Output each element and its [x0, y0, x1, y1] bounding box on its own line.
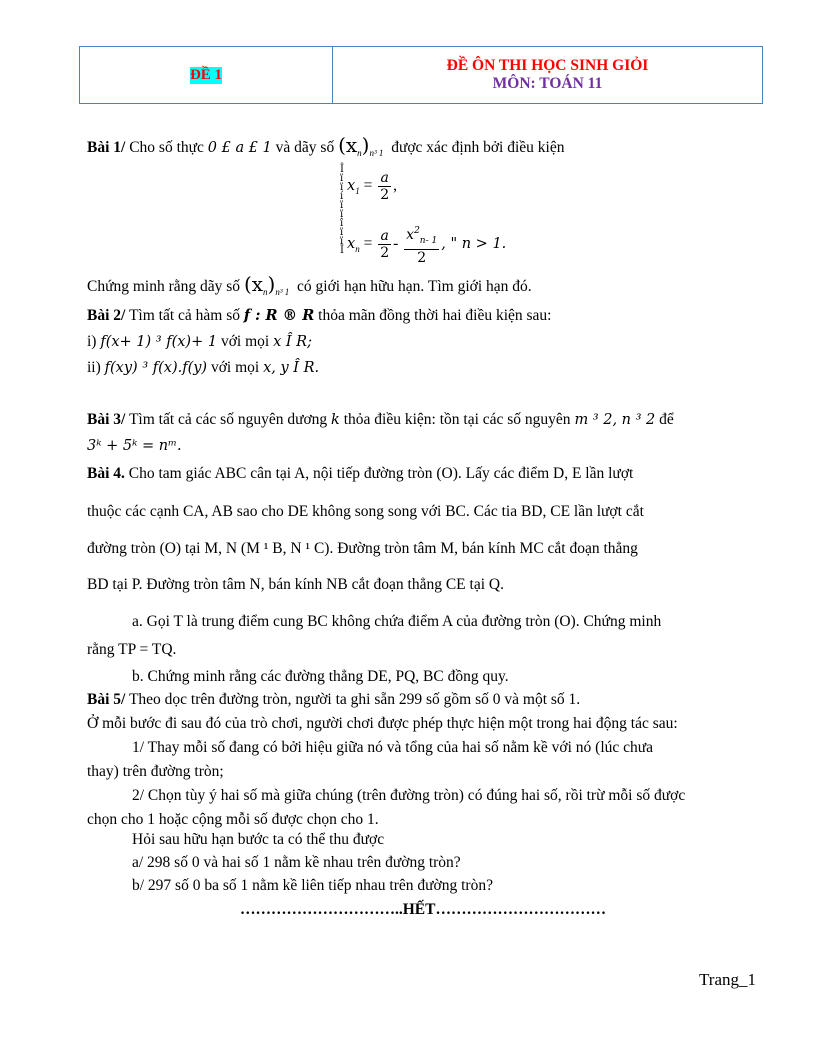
eq2-num2-sup: 2	[414, 226, 420, 236]
bai2-text2: thỏa mãn đồng thời hai điều kiện sau:	[318, 307, 552, 324]
bai1-conc-seq-close: )	[267, 272, 276, 296]
bai3-text: Tìm tất cả các số nguyên dương	[128, 411, 328, 428]
eq1-sub: 1	[355, 186, 360, 197]
bai4-part-a-line2: rằng TP = TQ.	[87, 641, 177, 658]
bai2-function: f : R ® R	[243, 307, 315, 324]
bai5-line3: 1/ Thay mỗi số đang có bởi hiệu giữa nó và tổng của hai số nằm kề với nó (lúc chưa	[132, 739, 654, 756]
eq2-tail: , " n > 1.	[441, 236, 507, 253]
system-brace: Î ï ï í ï ï î ï ï Î	[340, 164, 344, 256]
header-table	[79, 46, 763, 104]
bai1-conc-seq-open: (x	[243, 272, 264, 296]
end-line: …………………………..HẾT……………………………	[240, 901, 606, 918]
bai5-line6: chọn cho 1 hoặc cộng mỗi số được chọn cho 1.	[87, 811, 379, 828]
bai1-seq-index: n³ 1	[369, 148, 384, 158]
bai1-equation-1: $x_1$ = $\frac{a}{2}$ ,	[347, 170, 397, 203]
bai2-i-label: i)	[87, 333, 97, 350]
bai1-conc-seq-sub: n	[263, 287, 268, 297]
bai2-i-expr: f(x+ 1) ³ f(x)+ 1	[100, 334, 218, 350]
eq2-num2-sub: n- 1	[419, 236, 438, 246]
bai1-condition: 0 £ a £ 1	[207, 140, 272, 156]
header-right-cell	[333, 47, 762, 103]
bai2-ii-text: với mọi	[210, 359, 260, 376]
bai1-label: Bài 1/	[87, 139, 126, 156]
bai2-ii-var: x, y Î R.	[263, 360, 320, 376]
bai3-equation: 3ᵏ + 5ᵏ = nᵐ.	[87, 438, 182, 454]
bai2-condition-i	[87, 332, 312, 352]
eq2-sub: n	[355, 244, 360, 255]
bai5-line9: b/ 297 số 0 ba số 1 nằm kề liên tiếp nhau trên đường tròn?	[132, 877, 493, 894]
bai3-line1	[87, 410, 674, 430]
bai4-part-a-line1: a. Gọi T là trung điểm cung BC không chứa điểm A của đường tròn (O). Chứng minh	[132, 613, 662, 630]
exam-number-label: ĐỀ 1	[189, 66, 223, 83]
bai1-equation-2: $x_n$ = $\frac{a}{2}$ - $\frac{x^2_{n- 1}}{2}$ , " n > 1.	[347, 223, 506, 266]
bai1-seq-close: )	[361, 133, 370, 157]
bai1-seq-sub: n	[357, 148, 362, 158]
bai2-ii-label: ii)	[87, 359, 101, 376]
bai5-line1	[87, 690, 580, 710]
bai4-line4: BD tại P. Đường tròn tâm N, bán kính NB cắt đoạn thẳng CE tại Q.	[87, 576, 504, 593]
bai4-line2: thuộc các cạnh CA, AB sao cho DE không song song với BC. Các tia BD, CE lần lượt cắt	[87, 503, 644, 520]
bai3-condition: m ³ 2, n ³ 2	[574, 412, 656, 428]
bai4-part-b: b. Chứng minh rằng các đường thẳng DE, PQ, BC đồng quy.	[132, 668, 509, 685]
bai2-ii-expr: f(xy) ³ f(x).f(y)	[104, 360, 208, 376]
eq2-den2: 2	[417, 250, 427, 266]
bai1-conclusion-pre: Chứng minh rằng dãy số	[87, 278, 241, 295]
header-left-cell	[80, 47, 333, 103]
eq2-num2: x	[406, 227, 415, 243]
bai2-condition-ii	[87, 358, 319, 378]
bai4-text-1: Cho tam giác ABC cân tại A, nội tiếp đường tròn (O). Lấy các điểm D, E lần lượt	[128, 465, 634, 482]
bai5-line2: Ở mỗi bước đi sau đó của trò chơi, người chơi được phép thực hiện một trong hai động tác sau:	[87, 715, 678, 732]
eq1-lhs: x	[347, 178, 356, 195]
bai3-text3: để	[659, 411, 674, 428]
bai2-line1	[87, 306, 551, 326]
bai1-conc-seq-index: n³ 1	[275, 287, 290, 297]
bai5-line7: Hỏi sau hữu hạn bước ta có thể thu được	[132, 831, 385, 848]
exam-subject: MÔN: TOÁN 11	[492, 75, 603, 92]
bai5-line4: thay) trên đường tròn;	[87, 763, 224, 780]
eq2-fraction-2	[404, 223, 439, 266]
bai1-defined-text: được xác định bởi điều kiện	[391, 139, 565, 156]
eq2-den1: 2	[380, 245, 390, 261]
bai1-seq-open: (x	[338, 133, 358, 157]
bai5-text-1: Theo dọc trên đường tròn, người ta ghi sẵn 299 số gồm số 0 và một số 1.	[128, 691, 581, 708]
eq2-lhs: x	[347, 236, 356, 253]
bai1-conclusion	[87, 274, 532, 302]
bai4-line3: đường tròn (O) tại M, N (M ¹ B, N ¹ C). Đường tròn tâm M, bán kính MC cắt đoạn thẳng	[87, 540, 638, 557]
bai1-line1	[87, 135, 564, 163]
eq2-num1: a	[380, 228, 389, 244]
bai5-label: Bài 5/	[87, 691, 126, 708]
bai1-intro: Cho số thực	[129, 139, 204, 156]
bai2-i-text: với mọi	[220, 333, 270, 350]
bai5-line5: 2/ Chọn tùy ý hai số mà giữa chúng (trên đường tròn) có đúng hai số, rồi trừ mỗi số được	[132, 787, 686, 804]
bai2-label: Bài 2/	[87, 307, 126, 324]
bai1-and-seq: và dãy số	[275, 139, 335, 156]
bai1-conclusion-post: có giới hạn hữu hạn. Tìm giới hạn đó.	[297, 278, 532, 295]
eq1-den: 2	[380, 187, 390, 203]
bai3-label: Bài 3/	[87, 411, 126, 428]
bai2-text: Tìm tất cả hàm số	[128, 307, 240, 324]
exam-title: ĐỀ ÔN THI HỌC SINH GIỎI	[446, 57, 649, 74]
bai5-line8: a/ 298 số 0 và hai số 1 nằm kề nhau trên đường tròn?	[132, 854, 461, 871]
bai4-label: Bài 4.	[87, 465, 125, 482]
bai3-k: k	[331, 412, 340, 428]
bai3-text2: thỏa điều kiện: tồn tại các số nguyên	[343, 411, 571, 428]
eq1-num: a	[380, 170, 389, 186]
eq2-fraction-1	[378, 228, 391, 261]
bai4-line1	[87, 464, 633, 484]
eq1-fraction	[378, 170, 391, 203]
page-footer: Trang_1	[699, 970, 756, 989]
bai2-i-var: x Î R;	[273, 334, 312, 350]
